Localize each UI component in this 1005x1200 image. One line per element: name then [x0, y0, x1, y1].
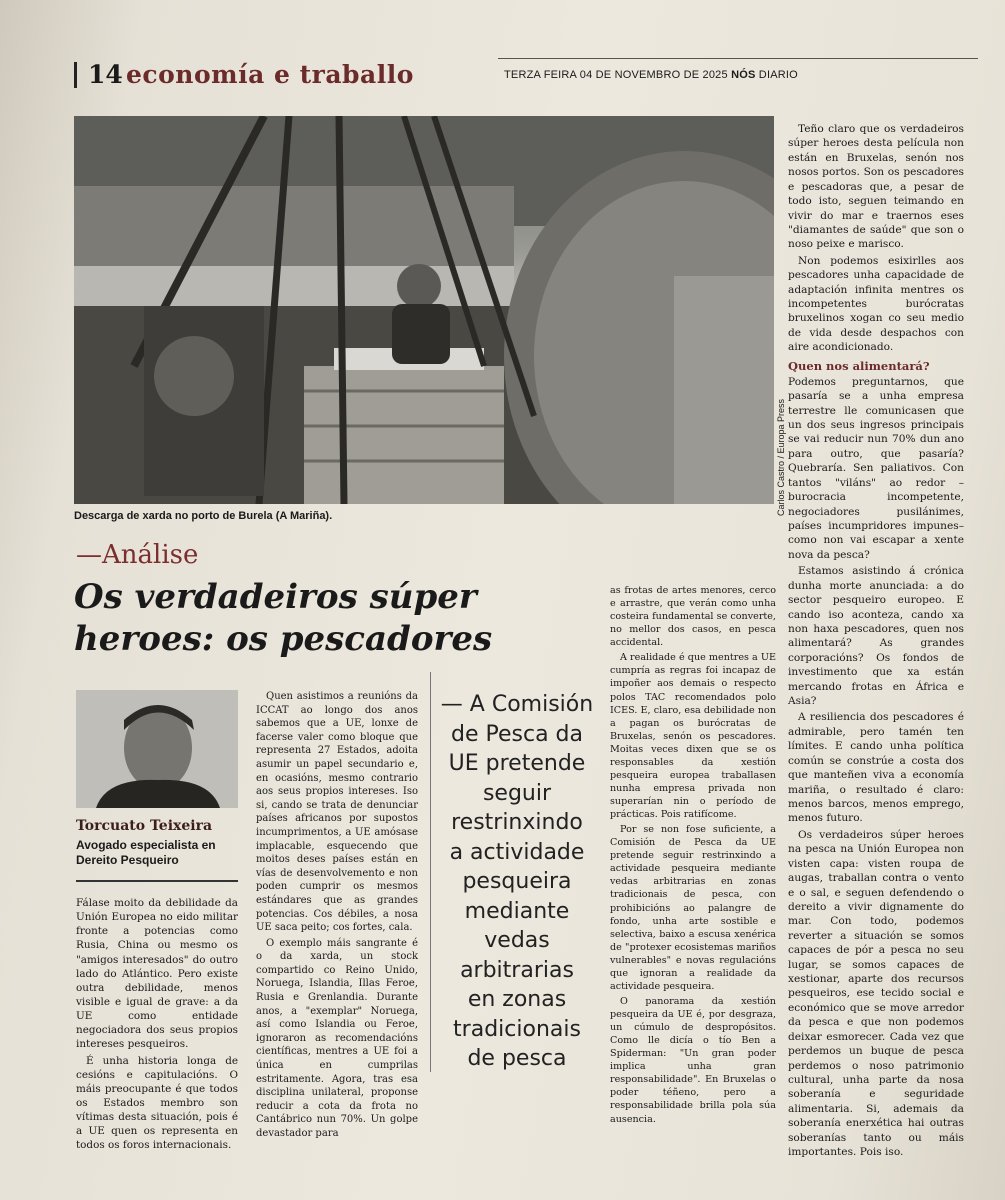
paragraph: A resiliencia dos pescadores é admirable, pero tamén ten límites. E cando unha política común se constrúe a costa dos que manteñen viva a economía mariña, o resultado é claro: menos barcos, menos emprego, menos futuro.: [788, 711, 964, 825]
column-4: [788, 122, 964, 1162]
paragraph: Podemos preguntarnos, que pasaría se a unha empresa terrestre lle comunicasen que un dos seus ingresos principais se vai reducir nun 70% dun ano para outro, que pasaría? Quebraría. Sen paliativos. Con tantos "viláns" ao redor –burocracia incompetente, negociadores pusilánimes, países incumpridores impunes– como non vai escapar a xente nova da pesca?: [788, 375, 964, 561]
paragraph: Estamos asistindo á crónica dunha morte anunciada: a do sector pesqueiro europeo. E cando iso aconteza, cando xa non haxa pescadores, quen nos alimentará? As grandes corporacións? Os fondos de investimento que xa están mercando frotas en África e Asia?: [788, 565, 964, 708]
main-photo: [74, 116, 774, 504]
title-line-1: Os verdadeiros súper: [74, 577, 477, 617]
pull-quote-line: tradicionais: [453, 1016, 581, 1042]
paper-suffix: DIARIO: [758, 69, 798, 81]
pull-quote-line: a actividade: [449, 839, 585, 865]
page-header: [74, 56, 974, 96]
paragraph: Non podemos esixirlles aos pescadores unha capacidade de adaptación infinita mentres os incompetentes burócratas bruxelinos xogan co seu medio de vida desde despachos con aire acondicionado.: [788, 254, 964, 354]
paragraph: Quen asistimos a reunións da ICCAT ao longo dos anos sabemos que a UE, lonxe de facerse valer como bloque que representa 27 Estados, adoita asumir un papel secundario e, en ocasións, mesmo contrario aos seus propios intereses. Iso si, cando se trata de denunciar países africanos por supostos incumprimentos, a UE amósase implacable, esquecendo que moitos deses países están en vías de desenvolvemento e non poden cumprir os mesmos estándares que as grandes potencias. Cos débiles, a nosa UE saca peito; cos fortes, cala.: [256, 691, 418, 934]
pull-quote-line: restrinxindo: [451, 810, 583, 835]
pull-quote-line: mediante: [464, 898, 570, 924]
photo-illustration: [74, 116, 774, 504]
pull-quote-line: arbitrarias: [460, 957, 574, 983]
author-rule: [76, 880, 238, 882]
pull-quote-line: seguir: [482, 780, 552, 806]
dateline: [504, 69, 798, 81]
author-photo: [76, 690, 238, 808]
paragraph: Por se non fose suficiente, a Comisión de Pesca da UE pretende seguir restrinxindo a actividade pesqueira mediante vedas arbitrarias en zonas tradicionais de pesca, con prohibicións ao palangre de fondo, unha arte sostible e selectiva, baixo a escusa xenérica de "protexer ecosistemas mariños vulnerables" e novas regulacións que ignoran a realidade da actividade pesqueira.: [610, 824, 776, 992]
article-title: [74, 576, 594, 660]
paragraph: É unha historia longa de cesións e capitulacións. O máis preocupante é que todos os Estados membro son vítimas desta situación, pois é a UE quen os representa en todos os foros internacionais.: [76, 1054, 238, 1152]
section-title: economía e traballo: [126, 60, 414, 89]
page-number: 14: [88, 60, 123, 89]
photo-credit: Carlos Castro / Europa Press: [776, 398, 786, 516]
header-rule: [498, 58, 978, 59]
header-bar: [74, 62, 77, 88]
paragraph: Os verdadeiros súper heroes na pesca na Unión Europea non visten capa: visten roupa de augas, traballan contra o vento e o sal, e seguen defendendo o dereito a vivir dignamente do mar. Con todo, podemos reverter a situación se somos capaces de pór a pesca no seu lugar, se somos capaces de xestionar, aparte dos recursos pesqueiros, ese tecido social e económico que se move arredor da pesca e que non podemos deixar esmorecer. Cada vez que perdemos un buque de pesca perdemos o noso patrimonio cultural, unha parte da nosa soberanía e seguridade alimentaria. Si, ademais da soberanía enerxética hai outras soberanías tanto ou máis importantes. Pois iso.: [788, 828, 964, 1159]
pull-quote-line: vedas: [484, 928, 550, 953]
pull-quote-line: pesqueira: [462, 869, 572, 894]
author-role: Avogado especialista en Dereito Pesqueiro: [76, 838, 216, 867]
paragraph: A realidade é que mentres a UE cumpría as regras foi incapaz de impoñer aos demais o respecto polos TAC recomendados polo ICES. E, claro, esa debilidade non a pagan os burócratas de Bruxelas, senón os pescadores. Moitas veces dixen que se os responsables da xestión pesqueira europea traballasen nunha empresa privada non superarían nin o período de prácticas. Pois ratifícome.: [610, 652, 776, 821]
column-2: [256, 690, 418, 1143]
pull-quote-line: — A Comisión: [440, 692, 594, 717]
paper-name: NÓS: [731, 69, 756, 81]
author-name: Torcuato Teixeira: [76, 818, 213, 834]
title-line-2: heroes: os pescadores: [74, 619, 493, 659]
pull-quote-line: de Pesca da: [451, 721, 583, 747]
subheading: Quen nos alimentará?: [788, 358, 930, 373]
pull-quote-line: UE pretende: [448, 751, 586, 776]
column-1: [76, 896, 238, 1155]
paragraph: O panorama da xestión pesqueira da UE é, por desgraza, un cúmulo de despropósitos. Como lle dicía o tío Ben a Spiderman: "Un gran poder implica unha gran responsabilidade". En Bruxelas o poder téñeno, pero a responsabilidade brilla pola súa ausencia.: [610, 995, 776, 1125]
paragraph: Fálase moito da debilidade da Unión Europea no eido militar fronte a potencias como Rusia, China ou mesmo os "amigos interesados" do outro lado do Atlántico. Pero existe outra debilidade, menos visible e igual de grave: a da UE como entidade negociadora dos seus propios intereses pesqueiros.: [76, 897, 238, 1051]
paragraph: O exemplo máis sangrante é o da xarda, un stock compartido co Reino Unido, Noruega, Islandia, Illas Feroe, Rusia e Grenlandia. Durante anos, a "exemplar" Noruega, así como Islandia ou Feroe, ignoraron as recomendacións científicas, mentres a UE foi a única en cumprilas estritamente. Agora, tras esa disciplina unilateral, proponse reducir a cota da frota no Cantábrico nun 70%. Un golpe devastador para: [256, 937, 418, 1139]
pull-quote-line: en zonas: [467, 987, 567, 1012]
photo-caption: Descarga de xarda no porto de Burela (A Mariña).: [74, 510, 333, 522]
pull-quote: [432, 690, 602, 1074]
pull-quote-line: de pesca: [467, 1046, 567, 1071]
paragraph: as frotas de artes menores, cerco e arrastre, que verán como unha costeira fundamental se converte, no mellor dos casos, en pesca accidental.: [610, 585, 776, 649]
issue-date: TERZA FEIRA 04 DE NOVEMBRO DE 2025: [504, 69, 728, 81]
pull-quote-rule: [430, 672, 431, 1072]
article-kicker: —Análise: [76, 540, 199, 570]
author-portrait: [76, 690, 238, 808]
column-3: [610, 584, 776, 1128]
paragraph: Teño claro que os verdadeiros súper heroes desta película non están en Bruxelas, senón nos nosos portos. Son os pescadores e pescadoras que, a pesar de todo isto, seguen teimando en vivir do mar e traernos eses "diamantes de saúde" que son o noso peixe e marisco.: [788, 123, 964, 251]
